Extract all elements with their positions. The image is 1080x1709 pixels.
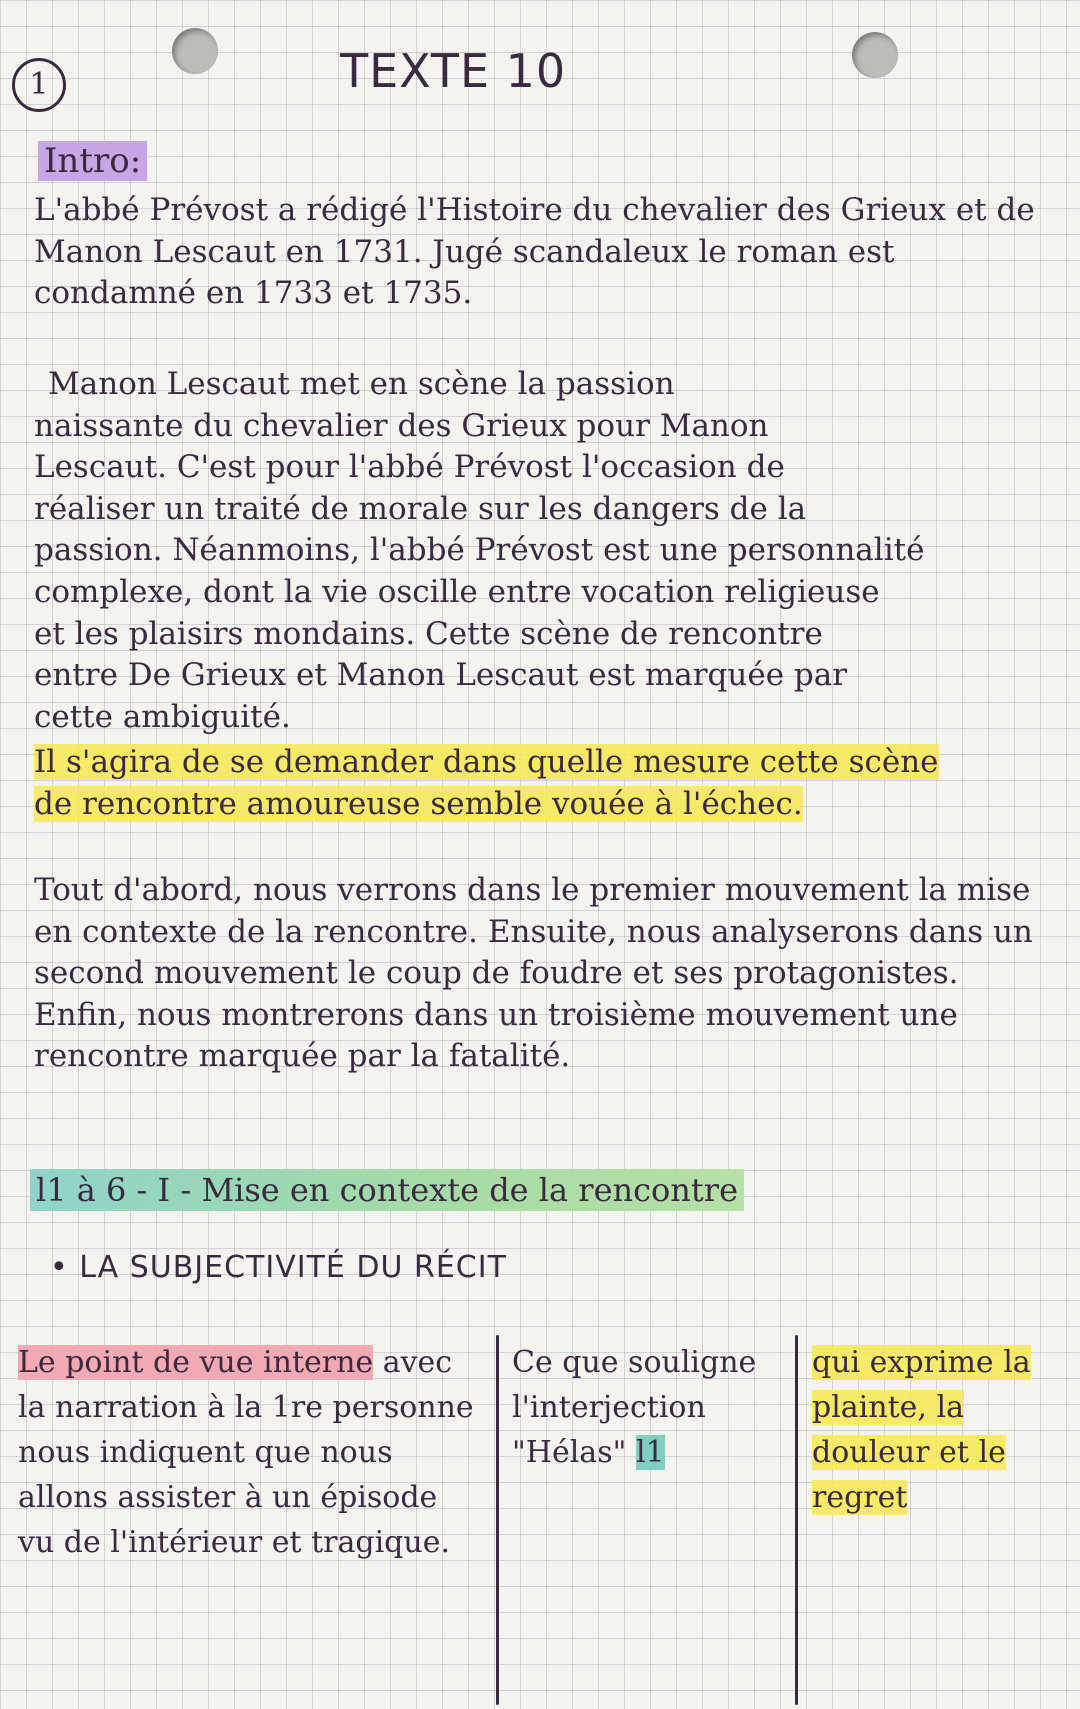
intro-paragraph-2-line: passion. Néanmoins, l'abbé Prévost est une personnalité	[34, 532, 925, 569]
bullet-heading	[50, 1250, 507, 1285]
intro-paragraph-2-line: et les plaisirs mondains. Cette scène de rencontre	[34, 615, 823, 652]
intro-label-text: Intro:	[38, 141, 147, 181]
column-2	[512, 1340, 780, 1475]
intro-paragraph-2-line: cette ambiguité.	[34, 698, 291, 735]
problematique	[34, 742, 954, 825]
point-de-vue-highlight: Le point de vue interne	[18, 1345, 374, 1380]
page-number: 1	[12, 58, 66, 112]
binder-hole-right	[852, 32, 898, 78]
column-3-text: qui exprime la plainte, la douleur et le regret	[812, 1345, 1031, 1515]
bullet-heading-text: LA SUBJECTIVITÉ DU RÉCIT	[79, 1250, 507, 1285]
column-1	[18, 1340, 480, 1565]
intro-paragraph-2-line: Lescaut. C'est pour l'abbé Prévost l'occasion de	[34, 449, 785, 486]
line-reference: l1	[635, 1435, 665, 1470]
binder-hole-left	[172, 28, 218, 74]
page-title: TEXTE 10	[340, 44, 567, 98]
intro-label	[38, 140, 147, 182]
section-heading	[30, 1168, 744, 1212]
intro-paragraph-2-line: naissante du chevalier des Grieux pour Manon	[34, 407, 769, 444]
intro-paragraph-1: L'abbé Prévost a rédigé l'Histoire du chevalier des Grieux et de Manon Lescaut en 1731. Jugé scandaleux le roman est condamné en 1733 et 1735.	[34, 192, 1035, 312]
column-divider-2	[795, 1335, 798, 1705]
bullet-dot: •	[50, 1250, 80, 1285]
problematique-text: Il s'agira de se demander dans quelle mesure cette scène de rencontre amoureuse semble vouée à l'échec.	[34, 744, 939, 822]
plan-paragraph: Tout d'abord, nous verrons dans le premier mouvement la mise en contexte de la rencontre. Ensuite, nous analyserons dans un second mouvement le coup de foudre et ses protagonistes. Enfin, nous montrerons dans un troisième mouvement une rencontre marquée par la fatalité.	[34, 872, 1033, 1075]
intro-paragraph-2-line: complexe, dont la vie oscille entre vocation religieuse	[34, 573, 880, 610]
intro-paragraph-2-line: réaliser un traité de morale sur les dangers de la	[34, 490, 807, 527]
intro-paragraph-2-line: entre De Grieux et Manon Lescaut est marquée par	[34, 657, 848, 694]
column-divider-1	[496, 1335, 499, 1705]
column-3	[812, 1340, 1070, 1520]
intro-paragraph-2	[34, 364, 1044, 738]
intro-paragraph-2-line: Manon Lescaut met en scène la passion	[48, 366, 675, 402]
section-heading-text: l1 à 6 - I - Mise en contexte de la rencontre	[30, 1169, 744, 1211]
column-2-text: Ce que souligne l'interjection "Hélas"	[512, 1345, 757, 1470]
column-1-text: avec la narration à la 1re personne nous indiquent que nous allons assister à un épisode vu de l'intérieur et tragique.	[18, 1345, 474, 1560]
